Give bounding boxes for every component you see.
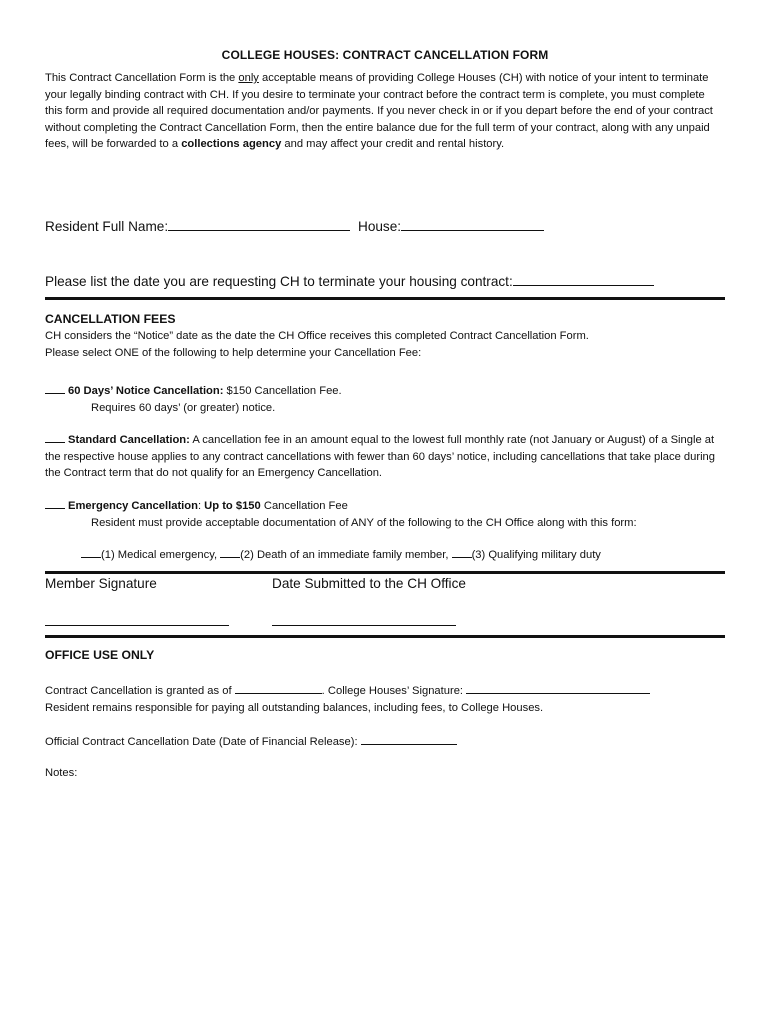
military-label: (3) Qualifying military duty xyxy=(471,549,601,561)
intro-collections-emphasis: collections agency xyxy=(181,138,282,151)
intro-text-1: This Contract Cancellation Form is the xyxy=(45,72,239,84)
option-standard xyxy=(45,431,725,482)
ch-signature-field[interactable] xyxy=(466,681,650,694)
fees-intro xyxy=(45,328,725,361)
notice-line: CH considers the “Notice” date as the date the CH Office receives this completed Contract Cancellation Form. xyxy=(45,330,589,342)
option-emergency-sep: : xyxy=(197,500,205,512)
form-page xyxy=(45,48,725,779)
option-standard-text: A cancellation fee in an amount equal to the lowest full monthly rate (not January or August) of a Single at the respective house applies to any contract cancellations with fewer than 60 days’ notice, including cancellations that take place during the Contract term that do not qualify for an Emergency Cancellation. xyxy=(45,434,715,480)
option-standard-title: Standard Cancellation: xyxy=(68,434,190,446)
option-emergency-title: Emergency Cancellation xyxy=(68,500,198,512)
military-checkbox[interactable] xyxy=(452,546,472,558)
notes-label: Notes: xyxy=(45,767,78,779)
option-standard-checkbox[interactable] xyxy=(45,431,65,443)
official-date-row xyxy=(45,732,725,751)
death-checkbox[interactable] xyxy=(220,546,240,558)
select-line: Please select ONE of the following to help determine your Cancellation Fee: xyxy=(45,346,422,359)
intro-text-2: acceptable means of providing College Houses (CH) with notice of your intent to terminate your legally binding contract with CH. If you desire to terminate your contract before the contract term is complete, you must complete this form and provide all required documentation and/or payments. If you never check in or if you depart before the end of your contract without completing the Contract Cancellation Form, then the entire balance due for the full term of your contract, along with any unpaid fees, will be forwarded to a xyxy=(45,72,713,151)
office-use-heading: OFFICE USE ONLY xyxy=(45,648,155,662)
termination-date-field[interactable] xyxy=(513,273,654,286)
option-emergency-checkbox[interactable] xyxy=(45,497,65,509)
resident-name-row xyxy=(45,218,350,234)
granted-date-field[interactable] xyxy=(235,681,322,694)
cancellation-fees-heading: CANCELLATION FEES xyxy=(45,312,176,326)
resident-name-label: Resident Full Name: xyxy=(45,219,169,234)
option-60-days xyxy=(45,382,725,416)
ch-signature-label: . College Houses’ Signature: xyxy=(321,685,467,697)
option-60-days-checkbox[interactable] xyxy=(45,382,65,394)
house-row xyxy=(358,218,544,234)
option-60-days-fee: $150 Cancellation Fee. xyxy=(223,385,342,397)
member-signature-field[interactable] xyxy=(45,613,229,626)
official-date-field[interactable] xyxy=(361,732,457,745)
divider-3 xyxy=(45,635,725,638)
balances-line: Resident remains responsible for paying all outstanding balances, including fees, to College Houses. xyxy=(45,701,544,714)
form-title: COLLEGE HOUSES: CONTRACT CANCELLATION FORM xyxy=(221,48,549,62)
granted-label: Contract Cancellation is granted as of xyxy=(45,685,235,697)
member-signature-label: Member Signature xyxy=(45,576,157,591)
official-date-label: Official Contract Cancellation Date (Date of Financial Release): xyxy=(45,736,361,748)
office-granted-block xyxy=(45,681,725,716)
option-emergency-fee: Cancellation Fee xyxy=(260,500,348,512)
option-emergency-upto: Up to $150 xyxy=(204,500,261,512)
intro-only-emphasis: only xyxy=(238,72,259,84)
medical-label: (1) Medical emergency, xyxy=(101,549,221,561)
date-submitted-field[interactable] xyxy=(272,613,456,626)
death-label: (2) Death of an immediate family member, xyxy=(240,549,452,561)
termination-date-row xyxy=(45,273,654,289)
medical-checkbox[interactable] xyxy=(81,546,101,558)
date-submitted-label: Date Submitted to the CH Office xyxy=(272,576,466,591)
house-field[interactable] xyxy=(401,218,544,231)
intro-text-3: and may affect your credit and rental history. xyxy=(281,138,505,151)
option-60-days-detail: Requires 60 days’ (or greater) notice. xyxy=(91,401,276,414)
house-label: House: xyxy=(358,219,402,234)
divider-1 xyxy=(45,297,725,300)
option-emergency-detail: Resident must provide acceptable documentation of ANY of the following to the CH Office along with this form: xyxy=(91,516,637,529)
emergency-reasons xyxy=(45,546,725,564)
resident-name-field[interactable] xyxy=(168,218,350,231)
option-60-days-title: 60 Days’ Notice Cancellation: xyxy=(68,385,224,397)
intro-paragraph xyxy=(45,70,725,153)
option-emergency xyxy=(45,497,725,531)
termination-date-label: Please list the date you are requesting CH to terminate your housing contract: xyxy=(45,274,513,289)
divider-2 xyxy=(45,571,725,574)
